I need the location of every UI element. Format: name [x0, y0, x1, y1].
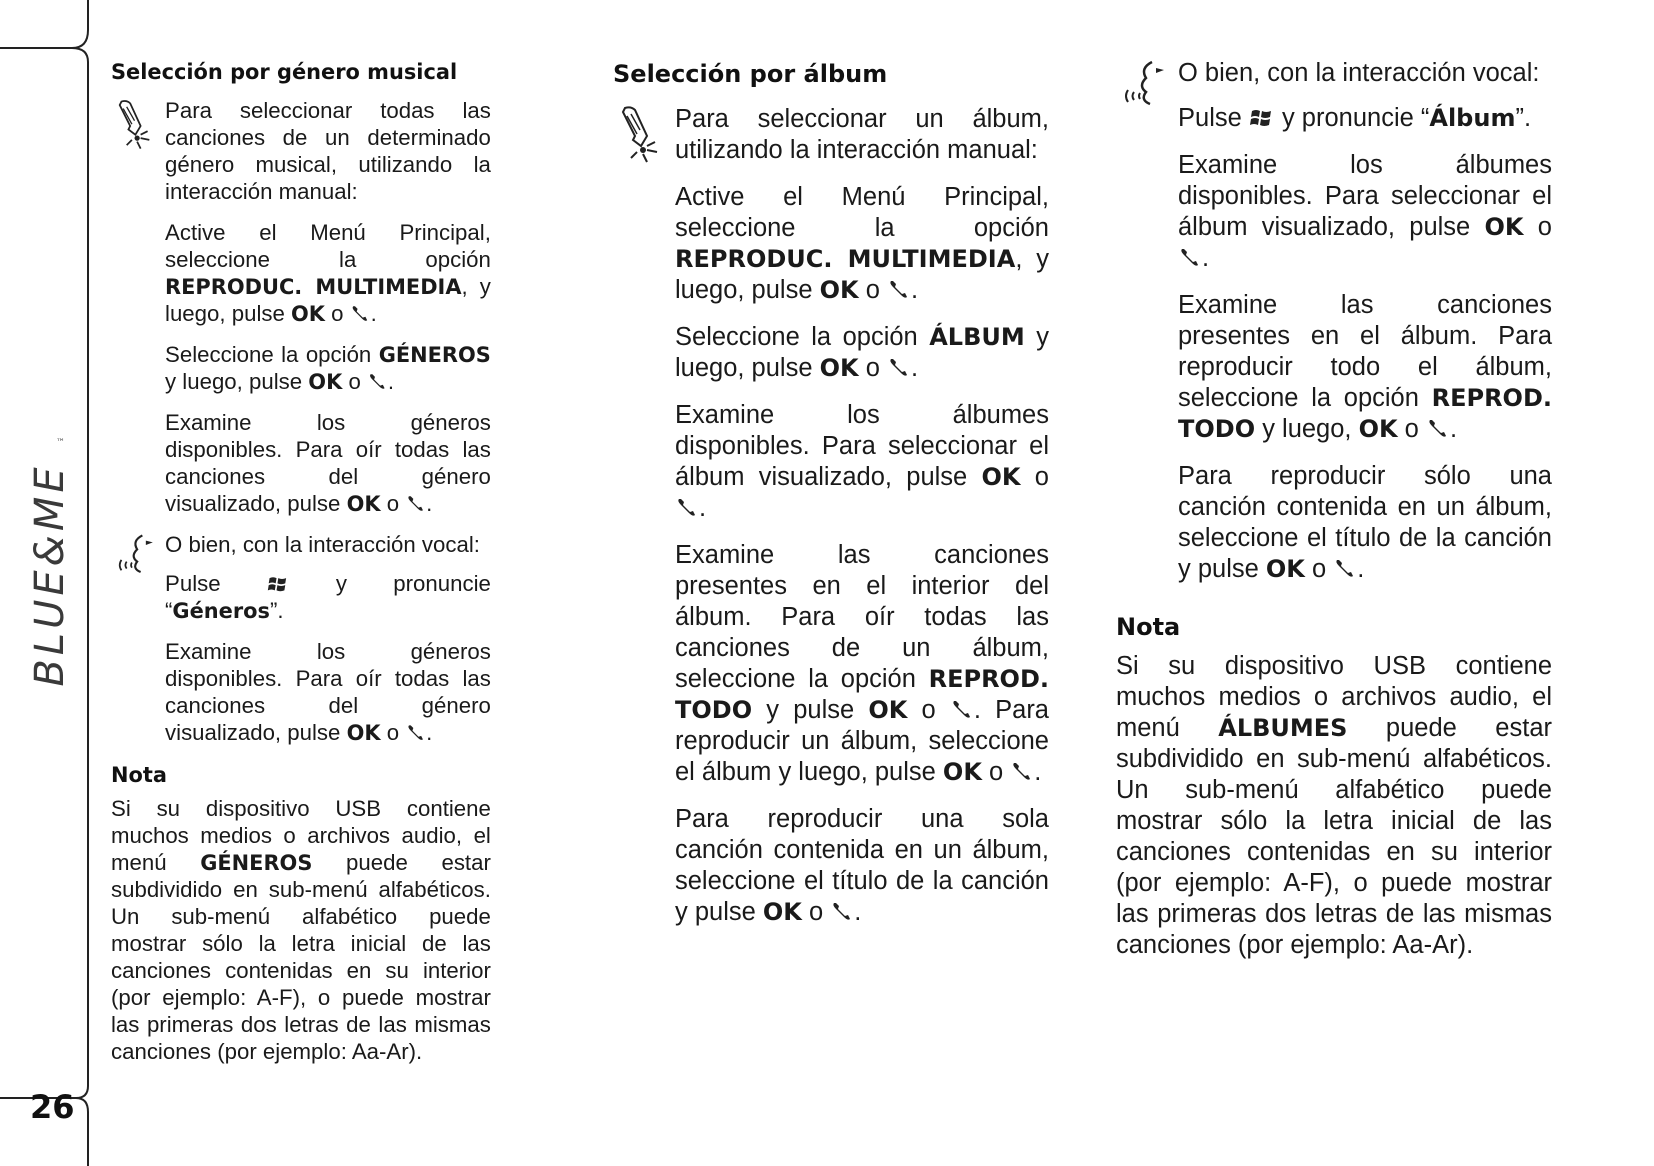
- phone-handset-icon: [887, 277, 911, 301]
- text: Examine los géneros disponibles. Para oír todas las canciones del género visualizado, pulse: [165, 410, 491, 517]
- step-play-all: Examine las canciones presentes en el interior del álbum. Para oír todas las canciones de un álbum, seleccione la opción REPROD. TODO y pulse OK o . Para reproducir un álbum, seleccione el álbum y luego, pulse OK o .: [675, 541, 1049, 786]
- brand-logo: [10, 440, 90, 710]
- menu-option: GÉNEROS: [378, 342, 491, 368]
- ok-key: OK: [291, 301, 325, 327]
- text: puede estar subdividido en sub-menú alfabéticos. Un sub-menú alfabético puede mostrar sólo la letra inicial de las canciones contenidas en su interior (por ejemplo: A-F), o puede mostrar las primeras dos letras de las mismas canciones (por ejemplo: Aa-Ar).: [1116, 714, 1552, 959]
- text: o: [324, 301, 350, 327]
- text: Seleccione la opción: [165, 342, 379, 368]
- text: o: [1304, 555, 1334, 583]
- text: puede estar subdividido en sub-menú alfabéticos. Un sub-menú alfabético puede mostrar sólo la letra inicial de las canciones contenidas en su interior (por ejemplo: A-F), o puede mostrar las primeras dos letras de las mismas canciones (por ejemplo: Aa-Ar).: [111, 850, 491, 1065]
- ok-key: OK: [819, 354, 859, 382]
- text: Examine los álbumes disponibles. Para seleccionar el álbum visualizado, pulse: [675, 401, 1049, 491]
- text: o: [380, 491, 406, 517]
- ok-key: OK: [819, 276, 859, 304]
- phone-handset-icon: [350, 303, 371, 324]
- brand-name: BLUE&ME: [27, 463, 73, 687]
- text: o: [858, 276, 887, 304]
- voice-step-press: [165, 571, 491, 625]
- text: Para seleccionar un álbum, utilizando la interacción manual:: [675, 105, 1049, 164]
- text: Para reproducir una sola canción contenida en un álbum, seleccione el título de la canción y pulse: [675, 805, 1049, 926]
- phone-handset-icon: [405, 493, 426, 514]
- menu-option: ÁLBUMES: [1218, 714, 1348, 742]
- step-activate-menu: Active el Menú Principal, seleccione la opción REPRODUC. MULTIMEDIA, y luego, pulse OK o .: [165, 220, 491, 327]
- phone-handset-icon: [367, 371, 388, 392]
- text: Examine los géneros disponibles. Para oír todas las canciones del género visualizado, pulse: [165, 640, 491, 746]
- text: Examine los álbumes disponibles. Para seleccionar el álbum visualizado, pulse: [1178, 151, 1552, 241]
- hand-pointing-icon: [613, 106, 667, 166]
- menu-option: REPROD. TODO: [675, 665, 1049, 724]
- menu-option: GÉNEROS: [200, 850, 313, 876]
- text: Pulse: [165, 572, 267, 597]
- ok-key: OK: [1484, 213, 1524, 241]
- phone-handset-icon: [830, 899, 854, 923]
- phone-handset-icon: [887, 355, 911, 379]
- text: o: [858, 354, 887, 382]
- step-play-single: Para reproducir una sola canción contenida en un álbum, seleccione el título de la canción y pulse OK o .: [675, 805, 1049, 926]
- text: y luego, pulse: [165, 369, 309, 395]
- text: y pronuncie “: [1274, 104, 1430, 132]
- voice-step-press: [1178, 103, 1552, 134]
- section-heading-album: Selección por álbum: [613, 60, 888, 88]
- text: Active el Menú Principal, seleccione la opción: [165, 220, 491, 273]
- manual-intro: [613, 104, 1049, 166]
- ok-key: OK: [762, 898, 802, 926]
- menu-option: REPROD. TODO: [1178, 384, 1552, 443]
- text: y luego,: [1255, 415, 1359, 443]
- voice-intro: [1116, 58, 1552, 89]
- text: o: [1020, 463, 1049, 491]
- voice-step-play-single: Para reproducir sólo una canción contenida en un álbum, seleccione el título de la canción y pulse OK o .: [1178, 462, 1552, 583]
- menu-option: REPRODUC. MULTIMEDIA: [675, 245, 1016, 273]
- ok-key: OK: [346, 721, 381, 746]
- text: , y luego, pulse: [165, 274, 491, 327]
- ok-key: OK: [308, 369, 343, 395]
- text: ”.: [269, 599, 284, 624]
- step-browse-albums: Examine los álbumes disponibles. Para seleccionar el álbum visualizado, pulse OK o .: [675, 401, 1049, 522]
- windows-logo-icon: [1249, 106, 1275, 130]
- phone-handset-icon: [675, 495, 699, 519]
- text: Examine las canciones presentes en el interior del álbum. Para oír todas las canciones de un álbum, seleccione la opción: [675, 541, 1049, 693]
- text: Si su dispositivo USB contiene muchos medios o archivos audio, el menú: [1116, 652, 1552, 742]
- voice-intro: [111, 532, 491, 559]
- ok-key: OK: [868, 696, 908, 724]
- ok-key: OK: [942, 758, 982, 786]
- phone-handset-icon: [405, 722, 426, 743]
- text: y pronuncie “: [165, 572, 491, 624]
- voice-command: Géneros: [172, 599, 270, 624]
- ok-key: OK: [1358, 415, 1398, 443]
- text: y luego, pulse: [675, 323, 1049, 382]
- text: Seleccione la opción: [675, 323, 930, 351]
- text: Active el Menú Principal, seleccione la opción: [675, 183, 1049, 242]
- text: . Para reproducir un álbum, seleccione el álbum y luego, pulse: [675, 696, 1049, 786]
- windows-logo-icon: [267, 574, 290, 595]
- text: o: [1397, 415, 1426, 443]
- voice-speaking-icon: [111, 534, 158, 586]
- text: o: [342, 369, 367, 395]
- text: o: [907, 696, 950, 724]
- text: O bien, con la interacción vocal:: [1178, 59, 1540, 87]
- column-genre: [111, 58, 491, 1080]
- note-heading: Nota: [1116, 613, 1181, 641]
- phone-handset-icon: [1010, 759, 1034, 783]
- step-select-genres: Seleccione la opción GÉNEROS y luego, pulse OK o .: [165, 342, 491, 395]
- trademark-mark: ™: [56, 438, 65, 448]
- ok-key: OK: [1265, 555, 1305, 583]
- text: Para reproducir sólo una canción contenida en un álbum, seleccione el título de la canción y pulse: [1178, 462, 1552, 583]
- manual-intro: [111, 98, 491, 206]
- section-heading-genre: Selección por género musical: [111, 59, 458, 85]
- voice-command: Álbum: [1429, 104, 1516, 132]
- note-heading: Nota: [111, 762, 167, 788]
- phone-handset-icon: [950, 697, 974, 721]
- text: y pulse: [752, 696, 869, 724]
- phone-handset-icon: [1333, 556, 1357, 580]
- menu-option: REPRODUC. MULTIMEDIA: [165, 274, 462, 300]
- menu-option: ÁLBUM: [929, 323, 1025, 351]
- text: O bien, con la interacción vocal:: [165, 532, 480, 558]
- text: Examine las canciones presentes en el álbum. Para reproducir todo el álbum, seleccione la opción: [1178, 291, 1552, 412]
- step-select-album: Seleccione la opción ÁLBUM y luego, pulse OK o .: [675, 323, 1049, 382]
- voice-step-browse: Examine los géneros disponibles. Para oír todas las canciones del género visualizado, pulse OK o .: [165, 640, 491, 746]
- voice-step-play-all: Examine las canciones presentes en el álbum. Para reproducir todo el álbum, seleccione la opción REPROD. TODO y luego, OK o .: [1178, 291, 1552, 443]
- text: ”.: [1515, 104, 1532, 132]
- voice-step-browse: Examine los álbumes disponibles. Para seleccionar el álbum visualizado, pulse OK o .: [1178, 151, 1552, 272]
- note-text: [1116, 651, 1552, 961]
- text: o: [1523, 213, 1552, 241]
- text: , y luego, pulse: [675, 245, 1049, 304]
- column-album: [613, 58, 1049, 944]
- voice-speaking-icon: [1116, 60, 1170, 120]
- text: Pulse: [1178, 104, 1249, 132]
- text: o: [981, 758, 1011, 786]
- note-text: [111, 796, 491, 1066]
- phone-handset-icon: [1426, 416, 1450, 440]
- phone-handset-icon: [1178, 245, 1202, 269]
- ok-key: OK: [346, 491, 381, 517]
- step-browse-genres: Examine los géneros disponibles. Para oír todas las canciones del género visualizado, pulse OK o .: [165, 410, 491, 517]
- column-album-voice: [1116, 58, 1552, 977]
- step-activate-menu: Active el Menú Principal, seleccione la opción REPRODUC. MULTIMEDIA, y luego, pulse OK o .: [675, 183, 1049, 304]
- text: o: [801, 898, 831, 926]
- text: o: [380, 721, 406, 746]
- ok-key: OK: [981, 463, 1021, 491]
- hand-pointing-icon: [111, 100, 158, 152]
- page-number: 26: [30, 1088, 75, 1126]
- text: Para seleccionar todas las canciones de un determinado género musical, utilizando la interacción manual:: [165, 98, 491, 205]
- text: Si su dispositivo USB contiene muchos medios o archivos audio, el menú: [111, 796, 491, 876]
